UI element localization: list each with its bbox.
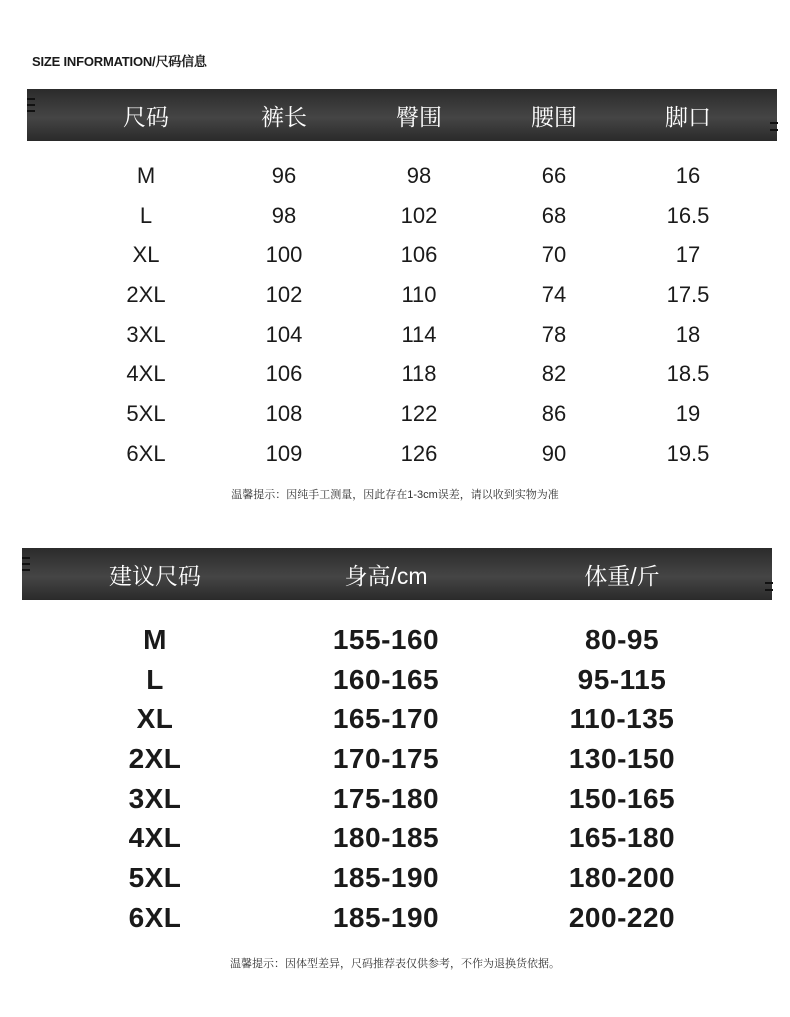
decor-tick (770, 129, 778, 131)
table-cell: 102 (400, 202, 438, 228)
table-row (52, 699, 752, 739)
table-row (75, 275, 755, 315)
section-title: SIZE INFORMATION/尺码信息 (32, 54, 207, 69)
table-cell: 80-95 (584, 623, 660, 655)
table-row (75, 394, 755, 434)
header-waist: 腰围 (531, 103, 577, 130)
table-cell: 98 (406, 162, 432, 188)
table-cell: 109 (265, 440, 303, 466)
header-pant-length: 裤长 (261, 103, 307, 130)
table-cell: 17.5 (666, 281, 710, 307)
measurement-table-body (75, 156, 755, 474)
recommendation-note: 温馨提示：因体型差异，尺码推荐表仅供参考，不作为退换货依据。 (230, 958, 560, 970)
table-cell: 118 (401, 361, 437, 387)
decor-tick (765, 589, 773, 591)
table-cell: L (139, 202, 153, 228)
table-cell: 110 (401, 281, 437, 307)
table-cell: 100 (265, 242, 303, 268)
table-cell: 102 (265, 281, 303, 307)
table-cell: 160-165 (332, 663, 440, 695)
table-cell: 5XL (128, 861, 182, 893)
recommendation-table-header (22, 548, 772, 600)
table-cell: 96 (271, 162, 297, 188)
table-cell: 90 (541, 440, 567, 466)
table-cell: 2XL (126, 281, 166, 307)
table-cell: 95-115 (577, 663, 667, 695)
table-cell: 170-175 (332, 742, 440, 774)
decor-tick (770, 122, 778, 124)
decor-tick (765, 582, 773, 584)
table-cell: XL (132, 242, 160, 268)
decor-tick (27, 104, 35, 106)
header-height: 身高/cm (344, 562, 428, 589)
table-cell: 155-160 (332, 623, 440, 655)
table-row (75, 156, 755, 196)
recommendation-table-body (52, 620, 752, 938)
decor-tick (22, 563, 30, 565)
table-cell: 130-150 (568, 742, 676, 774)
table-cell: 17 (675, 242, 701, 268)
table-cell: 104 (265, 321, 303, 347)
table-row (75, 434, 755, 474)
table-row (52, 898, 752, 938)
table-cell: 18.5 (666, 361, 710, 387)
table-cell: 6XL (128, 901, 182, 933)
table-cell: 180-200 (568, 861, 676, 893)
table-row (52, 858, 752, 898)
table-cell: 4XL (128, 822, 182, 854)
table-cell: 106 (400, 242, 438, 268)
table-cell: 68 (541, 202, 567, 228)
table-cell: 110-135 (569, 703, 675, 735)
table-row (52, 739, 752, 779)
table-cell: 16 (675, 162, 701, 188)
table-row (75, 196, 755, 236)
measurement-table-header (27, 89, 777, 141)
table-cell: 6XL (126, 440, 166, 466)
table-cell: 108 (265, 400, 303, 426)
table-cell: 165-170 (332, 703, 440, 735)
measurement-note: 温馨提示：因纯手工测量，因此存在1-3cm误差，请以收到实物为准 (231, 489, 559, 501)
table-cell: 114 (401, 321, 437, 347)
table-cell: 150-165 (568, 782, 676, 814)
table-cell: 185-190 (332, 861, 440, 893)
header-weight: 体重/斤 (584, 562, 660, 589)
table-cell: L (146, 663, 164, 695)
table-cell: 3XL (126, 321, 166, 347)
table-cell: 98 (271, 202, 297, 228)
table-cell: 5XL (126, 400, 166, 426)
table-cell: 18 (675, 321, 701, 347)
table-cell: 66 (541, 162, 567, 188)
table-cell: 180-185 (332, 822, 440, 854)
table-cell: 126 (400, 440, 438, 466)
table-cell: 3XL (128, 782, 182, 814)
table-cell: 78 (541, 321, 567, 347)
table-cell: M (143, 623, 167, 655)
table-cell: 200-220 (568, 901, 676, 933)
decor-tick (22, 569, 30, 571)
header-size: 尺码 (123, 103, 169, 130)
table-cell: 70 (541, 242, 567, 268)
decor-tick (22, 557, 30, 559)
table-row (52, 818, 752, 858)
table-row (75, 315, 755, 355)
table-cell: 165-180 (568, 822, 676, 854)
decor-tick (27, 110, 35, 112)
table-cell: 2XL (128, 742, 182, 774)
table-cell: XL (136, 703, 174, 735)
header-hip: 臀围 (396, 103, 442, 130)
table-cell: 175-180 (332, 782, 440, 814)
table-row (52, 779, 752, 819)
table-cell: 4XL (126, 361, 166, 387)
table-cell: 19 (675, 400, 701, 426)
header-recommended-size: 建议尺码 (109, 562, 201, 589)
table-cell: 86 (541, 400, 567, 426)
table-row (75, 235, 755, 275)
table-cell: 185-190 (332, 901, 440, 933)
decor-tick (27, 98, 35, 100)
table-cell: 122 (400, 400, 438, 426)
header-leg-opening: 脚口 (665, 103, 711, 130)
table-cell: 16.5 (666, 202, 710, 228)
table-cell: 19.5 (666, 440, 710, 466)
table-cell: 82 (541, 361, 567, 387)
table-cell: M (136, 162, 156, 188)
table-row (52, 660, 752, 700)
table-row (75, 354, 755, 394)
table-cell: 106 (265, 361, 303, 387)
table-row (52, 620, 752, 660)
table-cell: 74 (541, 281, 567, 307)
